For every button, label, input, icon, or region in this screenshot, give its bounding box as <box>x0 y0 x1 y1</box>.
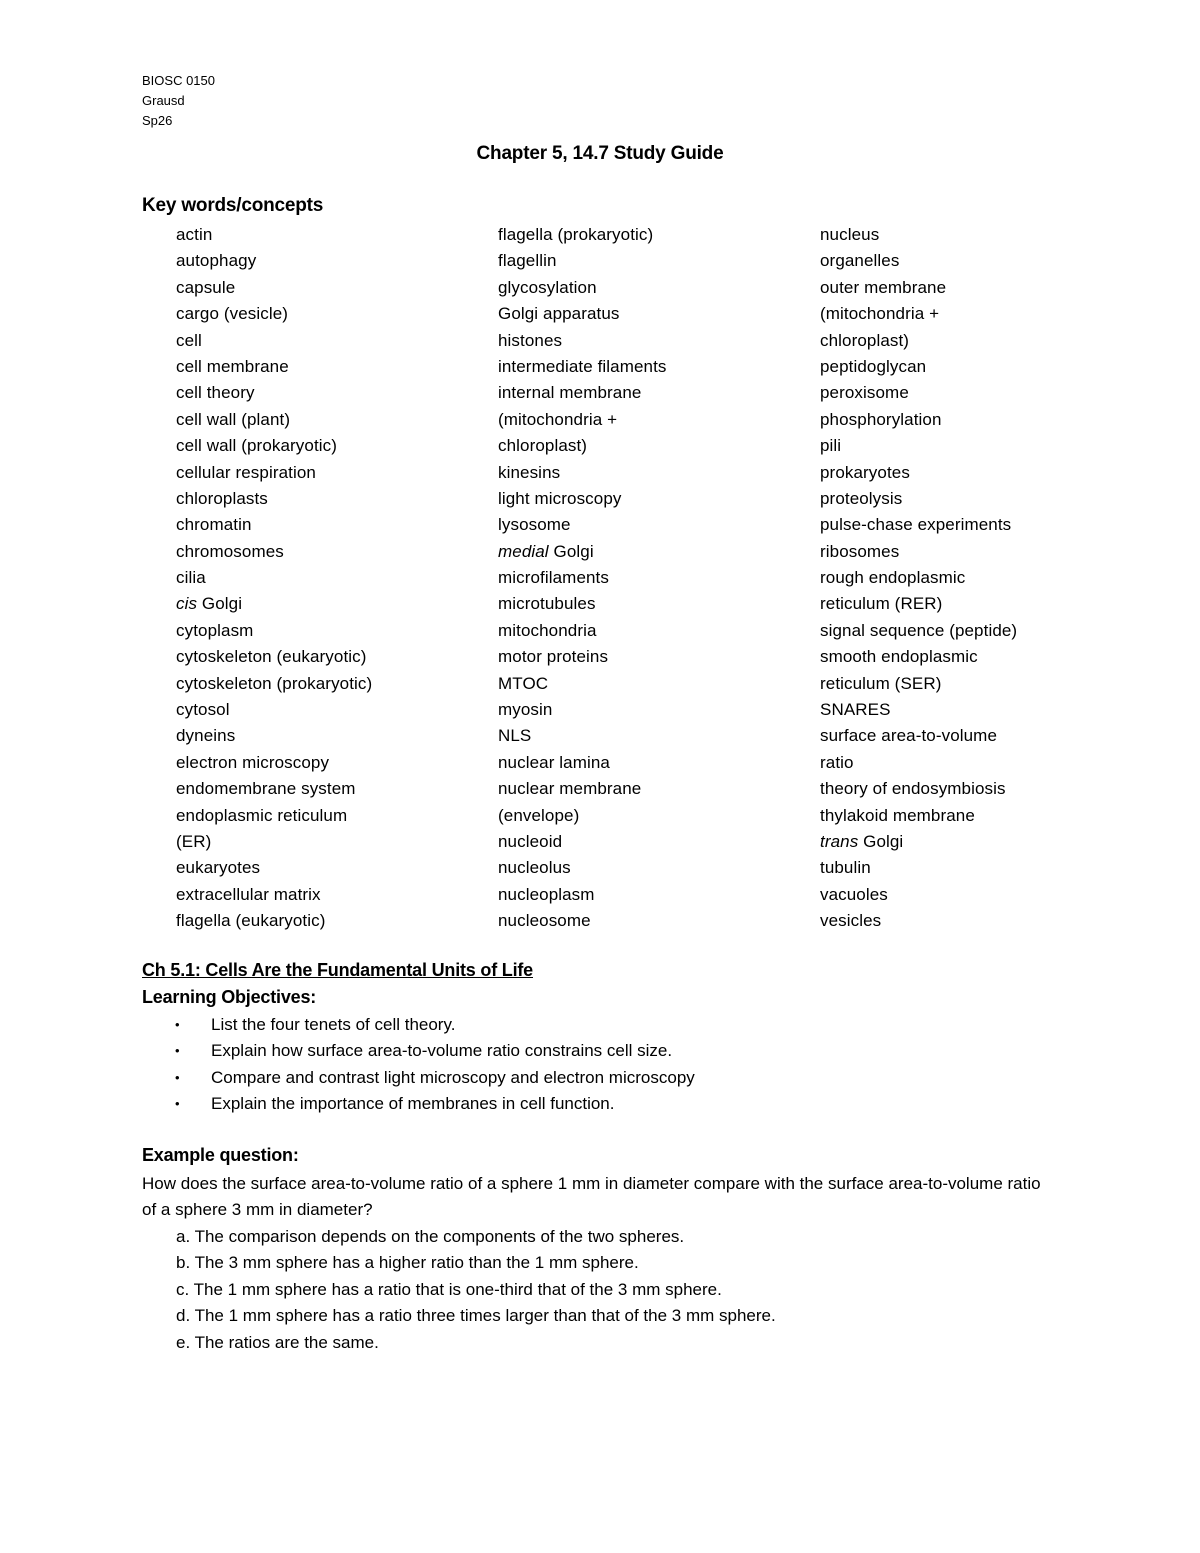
objective-text: Explain the importance of membranes in cell function. <box>211 1094 615 1114</box>
course-code: BIOSC 0150 <box>142 73 215 88</box>
keyword-item: NLS <box>498 726 532 746</box>
keyword-item: endoplasmic reticulum <box>176 805 348 825</box>
keyword-item: cell wall (prokaryotic) <box>176 436 338 456</box>
keyword-item: (mitochondria + <box>498 409 618 429</box>
keyword-item: chloroplasts <box>176 488 268 508</box>
keyword-item: flagellin <box>498 251 557 271</box>
keyword-item: peptidoglycan <box>820 356 927 376</box>
keyword-item: cytoskeleton (eukaryotic) <box>176 647 367 667</box>
keyword-item: cell <box>176 330 202 350</box>
keyword-item: pulse-chase experiments <box>820 515 1012 535</box>
answer-option-e: e. The ratios are the same. <box>176 1332 379 1352</box>
keyword-item: (envelope) <box>498 805 580 825</box>
objective-text: List the four tenets of cell theory. <box>211 1015 456 1034</box>
keyword-item: peroxisome <box>820 383 909 403</box>
keyword-item: glycosylation <box>498 277 597 297</box>
keyword-item: chromatin <box>176 515 252 535</box>
keyword-item: thylakoid membrane <box>820 805 975 825</box>
answer-option-a: a. The comparison depends on the components of the two spheres. <box>176 1227 685 1246</box>
keyword-item: medial Golgi <box>498 541 594 561</box>
keyword-item: Golgi apparatus <box>498 304 620 324</box>
keyword-item: flagella (eukaryotic) <box>176 911 326 931</box>
keyword-item: endomembrane system <box>176 779 356 799</box>
keyword-item: nuclear membrane <box>498 779 642 799</box>
keyword-item: nucleolus <box>498 858 571 878</box>
keyword-item: ribosomes <box>820 541 900 561</box>
list-item <box>0 1065 1200 1091</box>
keyword-item: vesicles <box>820 911 882 931</box>
example-question-heading: Example question: <box>142 1145 299 1165</box>
bullet: • <box>175 1069 180 1085</box>
objective-text: Compare and contrast light microscopy and electron microscopy <box>211 1067 695 1087</box>
keyword-item: nucleoplasm <box>498 884 595 904</box>
course-header <box>142 71 215 131</box>
question-text: How does the surface area-to-volume ratio of a sphere 1 mm in diameter compare with the surface area-to-volume ratio of a sphere 3 mm in diameter? <box>142 1174 1041 1220</box>
keyword-item: actin <box>176 225 213 244</box>
keyword-item: reticulum (SER) <box>820 673 942 693</box>
learning-objectives-heading: Learning Objectives: <box>142 987 317 1007</box>
keywords-column-3 <box>820 222 1017 935</box>
keyword-item: light microscopy <box>498 488 622 508</box>
keyword-item: cell wall (plant) <box>176 409 291 429</box>
keyword-item: outer membrane <box>820 277 947 297</box>
keywords-column-2 <box>498 222 667 935</box>
keyword-item: chromosomes <box>176 541 284 561</box>
instructor-name: Grausd <box>142 93 185 108</box>
page-title: Chapter 5, 14.7 Study Guide <box>476 143 724 164</box>
keyword-item: cis Golgi <box>176 594 243 614</box>
keyword-item: organelles <box>820 251 900 271</box>
keyword-item: surface area-to-volume <box>820 726 997 746</box>
keyword-item: myosin <box>498 700 553 720</box>
keywords-column-1 <box>176 222 372 935</box>
keyword-item: cellular respiration <box>176 462 316 482</box>
keyword-item: flagella (prokaryotic) <box>498 225 654 244</box>
keyword-item: nucleus <box>820 225 880 244</box>
keyword-item: chloroplast) <box>498 436 588 456</box>
bullet: • <box>175 1017 180 1032</box>
keyword-item: pili <box>820 436 842 456</box>
answer-option-d: d. The 1 mm sphere has a ratio three times larger than that of the 3 mm sphere. <box>176 1306 776 1326</box>
keyword-item: extracellular matrix <box>176 884 321 904</box>
keyword-item: microfilaments <box>498 568 609 588</box>
keyword-item: rough endoplasmic <box>820 568 966 588</box>
keyword-item: kinesins <box>498 462 561 482</box>
keyword-item: autophagy <box>176 251 257 271</box>
bullet: • <box>175 1043 180 1059</box>
bullet: • <box>175 1096 180 1112</box>
keyword-item: prokaryotes <box>820 462 910 482</box>
keyword-item: chloroplast) <box>820 330 910 350</box>
keyword-item: motor proteins <box>498 647 609 667</box>
learning-objectives-list <box>0 1012 1200 1118</box>
keyword-item: (ER) <box>176 831 212 851</box>
term: Sp26 <box>142 113 173 128</box>
keyword-item: lysosome <box>498 515 571 535</box>
keyword-item: vacuoles <box>820 884 888 904</box>
keyword-item: (mitochondria + <box>820 304 940 324</box>
keyword-item: ratio <box>820 752 854 772</box>
keyword-item: tubulin <box>820 858 871 878</box>
keyword-item: nucleosome <box>498 911 591 931</box>
keyword-item: reticulum (RER) <box>820 594 943 614</box>
section-title: Ch 5.1: Cells Are the Fundamental Units of Life <box>142 960 533 980</box>
objective-text: Explain how surface area-to-volume ratio constrains cell size. <box>211 1041 673 1061</box>
keyword-item: histones <box>498 330 563 350</box>
keyword-item: microtubules <box>498 594 596 614</box>
keyword-item: intermediate filaments <box>498 356 667 376</box>
keyword-item: cell theory <box>176 383 255 403</box>
keyword-item: mitochondria <box>498 620 597 640</box>
keyword-item: cytoplasm <box>176 620 254 640</box>
keyword-item: cytoskeleton (prokaryotic) <box>176 673 373 693</box>
keyword-item: nuclear lamina <box>498 752 610 772</box>
keywords-heading: Key words/concepts <box>142 195 324 216</box>
answer-option-b: b. The 3 mm sphere has a higher ratio than the 1 mm sphere. <box>176 1253 639 1273</box>
keyword-item: trans Golgi <box>820 831 904 851</box>
keyword-item: eukaryotes <box>176 858 261 878</box>
keyword-item: SNARES <box>820 700 891 720</box>
keyword-item: dyneins <box>176 726 236 746</box>
keyword-item: nucleoid <box>498 831 563 851</box>
keyword-item: signal sequence (peptide) <box>820 620 1018 640</box>
keyword-item: capsule <box>176 277 236 297</box>
keyword-item: theory of endosymbiosis <box>820 779 1006 799</box>
list-item <box>0 1038 1200 1064</box>
answer-option-c: c. The 1 mm sphere has a ratio that is one-third that of the 3 mm sphere. <box>176 1279 722 1299</box>
answer-options <box>176 1224 776 1356</box>
keyword-item: cytosol <box>176 700 230 720</box>
keyword-item: cilia <box>176 568 206 588</box>
list-item <box>0 1091 1200 1117</box>
keyword-item: phosphorylation <box>820 409 942 429</box>
keyword-item: smooth endoplasmic <box>820 647 978 667</box>
keyword-item: cell membrane <box>176 356 289 376</box>
keyword-item: cargo (vesicle) <box>176 304 289 324</box>
keyword-item: internal membrane <box>498 383 642 403</box>
keyword-item: proteolysis <box>820 488 903 508</box>
list-item <box>0 1012 1200 1038</box>
keyword-item: MTOC <box>498 673 549 693</box>
keyword-item: electron microscopy <box>176 752 330 772</box>
